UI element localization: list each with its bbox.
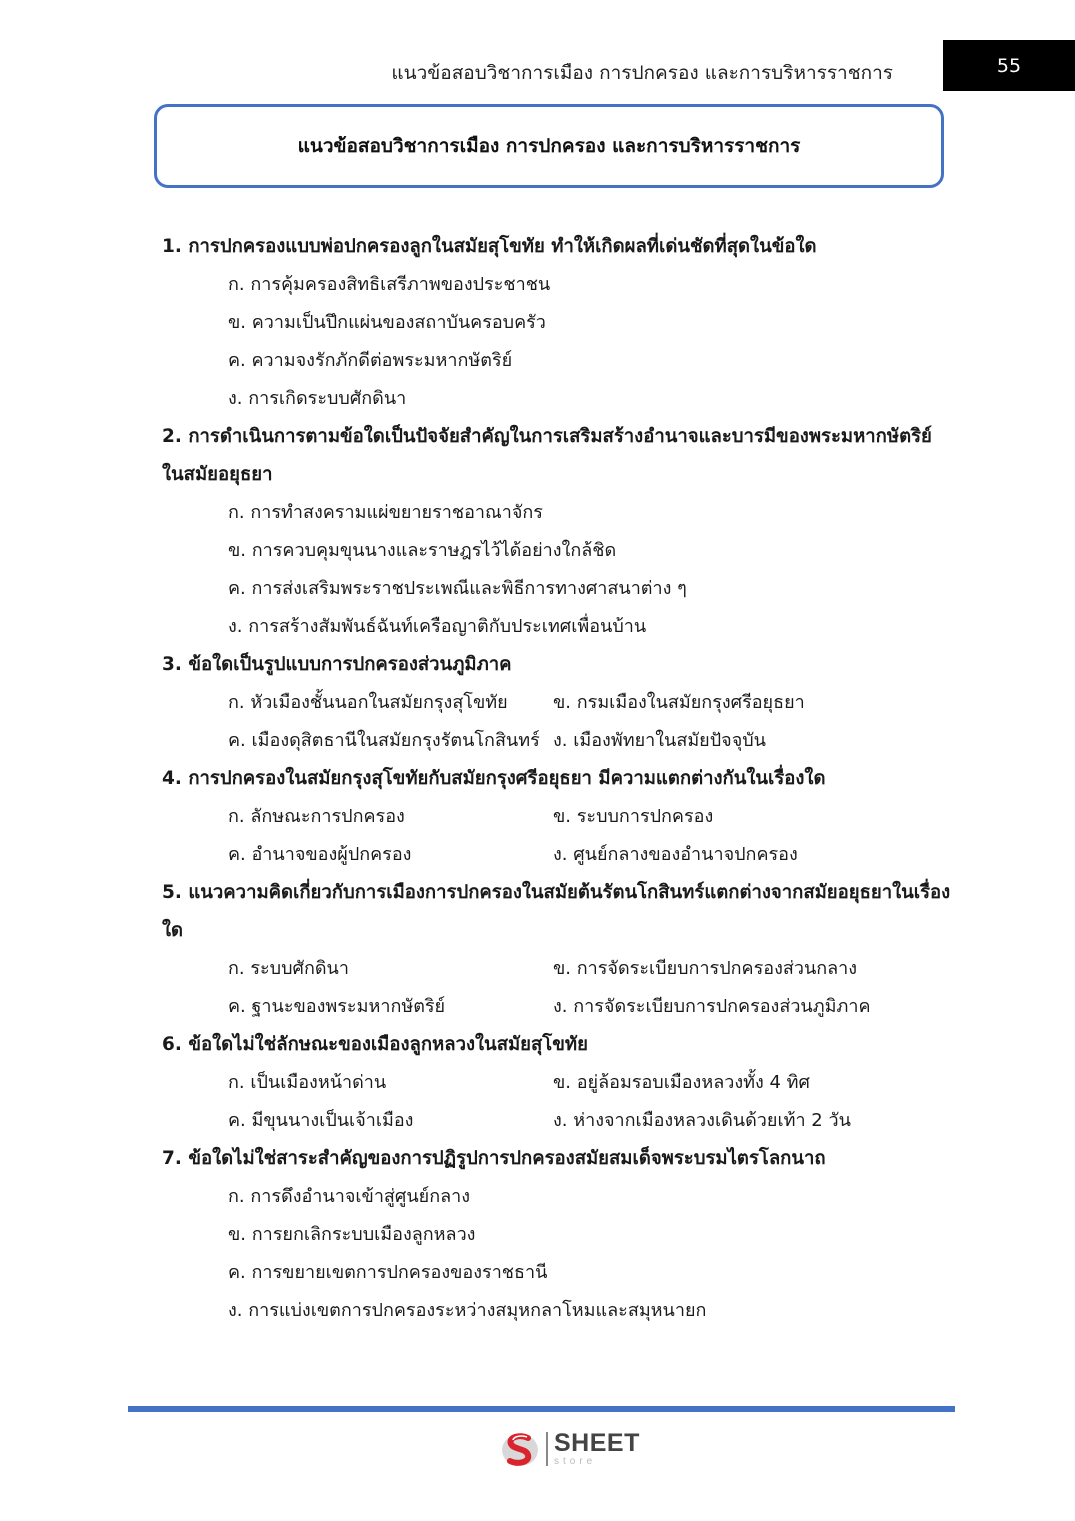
- question-4-option-b: ข. ระบบการปกครอง: [553, 806, 714, 827]
- question-7-option-d: ง. การแบ่งเขตการปกครองระหว่างสมุหกลาโหมและสมุหนายก: [228, 1300, 707, 1321]
- question-7-option-a: ก. การดึงอำนาจเข้าสู่ศูนย์กลาง: [228, 1186, 471, 1207]
- question-list: [162, 228, 952, 1330]
- sheet-store-logo: [500, 1428, 640, 1470]
- question-5-options-row-2: [162, 988, 952, 1026]
- question-5-option-c: ค. ฐานะของพระมหากษัตริย์: [228, 996, 446, 1017]
- running-header: แนวข้อสอบวิชาการเมือง การปกครอง และการบริหารราชการ: [391, 62, 893, 84]
- question-1-option-a: ก. การคุ้มครองสิทธิเสรีภาพของประชาชน: [228, 274, 551, 295]
- question-1-option-d: ง. การเกิดระบบศักดินา: [228, 388, 407, 409]
- title-box: [154, 104, 944, 188]
- question-2-option-a: ก. การทำสงครามแผ่ขยายราชอาณาจักร: [228, 502, 543, 523]
- question-4-option-a: ก. ลักษณะการปกครอง: [228, 806, 405, 827]
- question-5-option-d: ง. การจัดระเบียบการปกครองส่วนภูมิภาค: [553, 996, 871, 1017]
- question-5-option-a: ก. ระบบศักดินา: [228, 958, 349, 979]
- footer-rule: [128, 1406, 955, 1412]
- question-6-option-d: ง. ห่างจากเมืองหลวงเดินด้วยเท้า 2 วัน: [553, 1110, 851, 1131]
- question-1: 1. การปกครองแบบพ่อปกครองลูกในสมัยสุโขทัย ทำให้เกิดผลที่เด่นชัดที่สุดในข้อใด: [162, 236, 817, 257]
- logo-word-store: store: [554, 1456, 597, 1467]
- question-4-option-c: ค. อำนาจของผู้ปกครอง: [228, 844, 412, 865]
- question-3-option-b: ข. กรมเมืองในสมัยกรุงศรีอยุธยา: [553, 692, 805, 713]
- question-1-option-c: ค. ความจงรักภักดีต่อพระมหากษัตริย์: [228, 350, 513, 371]
- question-7-option-c: ค. การขยายเขตการปกครองของราชธานี: [228, 1262, 548, 1283]
- question-6-options-row-2: [162, 1102, 952, 1140]
- question-6: 6. ข้อใดไม่ใช่ลักษณะของเมืองลูกหลวงในสมัยสุโขทัย: [162, 1034, 588, 1055]
- question-3-option-a: ก. หัวเมืองชั้นนอกในสมัยกรุงสุโขทัย: [228, 692, 508, 713]
- question-6-option-b: ข. อยู่ล้อมรอบเมืองหลวงทั้ง 4 ทิศ: [553, 1072, 810, 1093]
- question-7-option-b: ข. การยกเลิกระบบเมืองลูกหลวง: [228, 1224, 476, 1245]
- question-2-option-c: ค. การส่งเสริมพระราชประเพณีและพิธีการทางศาสนาต่าง ๆ: [228, 578, 687, 599]
- page-number-box: [943, 40, 1075, 91]
- sheet-store-s-icon: [500, 1429, 540, 1469]
- question-6-options-row-1: [162, 1064, 952, 1102]
- question-1-option-b: ข. ความเป็นปึกแผ่นของสถาบันครอบครัว: [228, 312, 546, 333]
- question-2-option-b: ข. การควบคุมขุนนางและราษฎรไว้ได้อย่างใกล้ชิด: [228, 540, 617, 561]
- question-3-options-row-1: [162, 684, 952, 722]
- question-7: 7. ข้อใดไม่ใช่สาระสำคัญของการปฏิรูปการปกครองสมัยสมเด็จพระบรมไตรโลกนาถ: [162, 1148, 826, 1169]
- question-4: 4. การปกครองในสมัยกรุงสุโขทัยกับสมัยกรุงศรีอยุธยา มีความแตกต่างกันในเรื่องใด: [162, 768, 826, 789]
- question-4-option-d: ง. ศูนย์กลางของอำนาจปกครอง: [553, 844, 798, 865]
- page-number: 55: [996, 54, 1022, 77]
- logo-word-sheet: SHEET: [554, 1429, 640, 1457]
- question-5-options-row-1: [162, 950, 952, 988]
- question-2-option-d: ง. การสร้างสัมพันธ์ฉันท์เครือญาติกับประเทศเพื่อนบ้าน: [228, 616, 647, 637]
- question-3-option-c: ค. เมืองดุสิตธานีในสมัยกรุงรัตนโกสินทร์: [228, 730, 540, 751]
- question-5-option-b: ข. การจัดระเบียบการปกครองส่วนกลาง: [553, 958, 858, 979]
- question-3-options-row-2: [162, 722, 952, 760]
- logo-wordmark: [554, 1431, 640, 1467]
- question-4-options-row-1: [162, 798, 952, 836]
- page-title: แนวข้อสอบวิชาการเมือง การปกครอง และการบริหารราชการ: [297, 135, 801, 157]
- question-6-option-a: ก. เป็นเมืองหน้าด่าน: [228, 1072, 387, 1093]
- question-2: 2. การดำเนินการตามข้อใดเป็นปัจจัยสำคัญในการเสริมสร้างอำนาจและบารมีของพระมหากษัตริย์ในสมัยอยุธยา: [162, 426, 932, 485]
- question-6-option-c: ค. มีขุนนางเป็นเจ้าเมือง: [228, 1110, 414, 1131]
- question-4-options-row-2: [162, 836, 952, 874]
- question-3-option-d: ง. เมืองพัทยาในสมัยปัจจุบัน: [553, 730, 766, 751]
- question-5: 5. แนวความคิดเกี่ยวกับการเมืองการปกครองในสมัยต้นรัตนโกสินทร์แตกต่างจากสมัยอยุธยาในเรื่องใด: [162, 882, 951, 941]
- question-3: 3. ข้อใดเป็นรูปแบบการปกครองส่วนภูมิภาค: [162, 654, 512, 675]
- logo-separator: [546, 1432, 548, 1466]
